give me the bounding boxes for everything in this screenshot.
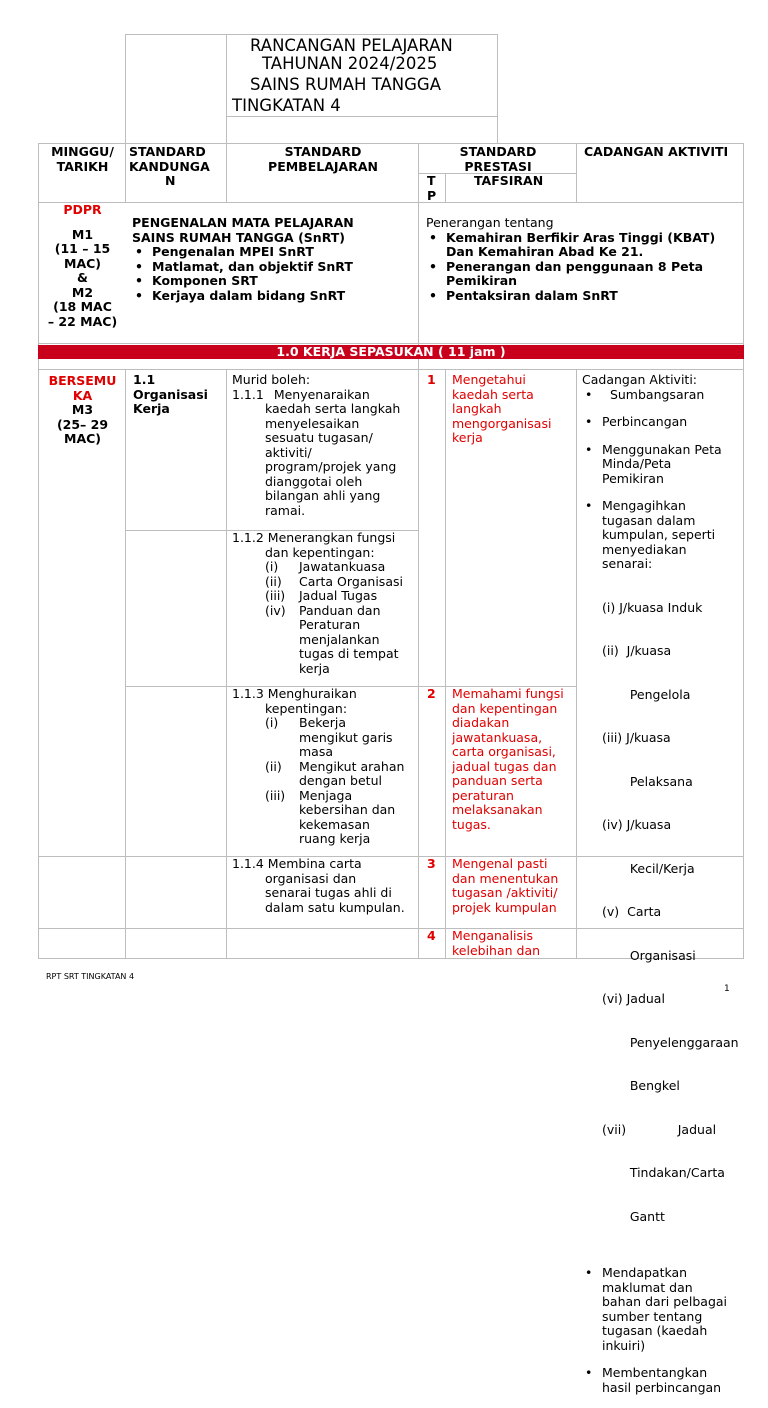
section-title: 1.0 KERJA SEPASUKAN ( 11 jam ) — [276, 344, 506, 359]
tp-text: Menganalisis — [452, 928, 534, 943]
intro-explanation — [426, 216, 742, 303]
sp-text: ramai. — [265, 502, 306, 518]
activity-text: Pemikiran — [602, 470, 664, 486]
list-item — [426, 289, 742, 304]
header-text: STANDARD — [129, 144, 206, 159]
col-header-pembelajaran — [228, 145, 418, 174]
sp-text: dan kepentingan: — [265, 544, 375, 560]
week-text: (25– 29 — [56, 416, 109, 432]
activity-text: • Mengagihkan — [602, 498, 686, 513]
sub-item: Pelaksana — [602, 773, 693, 789]
list-item — [582, 443, 742, 487]
activity-sublist — [582, 572, 742, 1254]
intro-heading: PENGENALAN MATA PELAJARAN — [132, 215, 354, 230]
activity-list — [582, 388, 742, 1396]
list-item: • Kerjaya dalam bidang SnRT — [132, 289, 416, 304]
rule — [418, 143, 419, 958]
week-text: – 22 MAC) — [47, 313, 118, 329]
item-text: mengikut garis — [299, 729, 393, 745]
item-number: (ii) — [265, 573, 282, 589]
sp-line — [232, 388, 416, 403]
col-header-tp — [427, 174, 436, 203]
sp-text: aktiviti/ — [265, 444, 312, 460]
unit-kandungan — [133, 373, 208, 417]
tp-text: melaksanakan — [452, 802, 543, 817]
tp-text: kerja — [452, 430, 483, 445]
tp-text: Mengetahui — [452, 372, 526, 387]
list-item — [265, 575, 416, 590]
tp-text: peraturan — [452, 787, 514, 803]
rule — [125, 34, 126, 143]
activity-suggestions — [582, 373, 742, 1408]
item-text: Mengikut arahan — [299, 758, 405, 774]
item-text: Jawatankuasa — [299, 559, 386, 574]
activity-text: tugasan (kaedah — [602, 1323, 708, 1338]
sp-text: kaedah serta langkah — [265, 401, 401, 416]
kandungan-line: 1.1 — [133, 372, 156, 387]
item-line: Pemikiran — [446, 273, 518, 288]
col-header-prestasi — [420, 145, 576, 174]
title-line: TINGKATAN 4 — [232, 96, 341, 115]
week-text: MAC) — [64, 255, 101, 271]
kandungan-line: Organisasi — [133, 386, 208, 402]
list-item — [582, 388, 742, 403]
tp-text: carta organisasi, — [452, 744, 556, 759]
sp-intro: Murid boleh: — [232, 372, 311, 387]
item-number: (iv) — [265, 602, 286, 618]
item-text: dengan betul — [299, 773, 382, 788]
item-text: kebersihan dan — [299, 802, 396, 817]
tp-description — [452, 373, 574, 446]
activity-text: Minda/Peta — [602, 456, 672, 471]
item-text: kerja — [299, 660, 330, 676]
activity-text: kumpulan, seperti — [602, 527, 716, 542]
list-item — [265, 716, 416, 760]
title-line: TAHUNAN 2024/2025 — [262, 54, 438, 73]
item-number: (i) — [265, 559, 279, 574]
list-item — [426, 260, 742, 289]
title-line: RANCANGAN PELAJARAN — [250, 36, 453, 55]
sp-text: 1.1.4 Membina carta — [232, 856, 362, 871]
tp-text: Memahami fungsi — [452, 686, 564, 701]
rule — [445, 173, 446, 203]
rule — [576, 143, 577, 203]
list-item — [265, 589, 416, 604]
sp-1-1-2 — [232, 531, 416, 676]
list-item: • Komponen SRT — [132, 274, 416, 289]
intro-topic — [132, 216, 416, 303]
sp-body — [232, 872, 416, 916]
activity-text: inkuiri) — [602, 1337, 646, 1353]
activity-text: hasil perbincangan — [602, 1379, 722, 1395]
rule — [226, 143, 227, 203]
header-text: N — [165, 173, 176, 188]
sp-text: program/projek yang — [265, 459, 397, 474]
list-item — [582, 415, 742, 430]
activity-text: sumber tentang — [602, 1308, 703, 1324]
activity-text: • Membentangkan — [602, 1365, 708, 1380]
item-line: • Penerangan dan penggunaan 8 Peta — [446, 258, 704, 274]
tp-text: dan kepentingan — [452, 700, 558, 716]
tp-text: langkah — [452, 401, 502, 416]
tp-level: 3 — [427, 856, 436, 871]
sp-text: sesuatu tugasan/ — [265, 430, 373, 445]
item-text: masa — [299, 744, 334, 759]
sp-body — [232, 402, 416, 518]
col-header-minggu — [40, 145, 125, 174]
rule — [125, 143, 126, 203]
list-item — [265, 604, 416, 677]
sub-item: Tindakan/Carta — [602, 1165, 725, 1180]
sub-item: (vi) Jadual — [602, 991, 665, 1006]
item-text: tugas di tempat — [299, 646, 399, 661]
sp-text: bilangan ahli yang — [265, 488, 381, 503]
pdpr-label: PDPR — [63, 202, 102, 217]
header-text: PRESTASI — [464, 158, 532, 174]
sp-1-1-1 — [232, 373, 416, 518]
tp-text: tugasan /aktiviti/ — [452, 885, 558, 900]
rule — [445, 369, 446, 958]
item-text: Jadual Tugas — [299, 588, 378, 603]
sub-item: Penyelenggaraan — [602, 1034, 739, 1050]
header-text: STANDARD — [284, 144, 362, 159]
item-text: kekemasan — [299, 816, 370, 832]
list-item: • Matlamat, dan objektif SnRT — [132, 260, 416, 275]
bersemuka-label: KA — [72, 387, 93, 403]
tp-text: jadual tugas dan — [452, 758, 557, 774]
rule — [38, 143, 39, 958]
sp-sublist — [232, 560, 416, 676]
activity-text: menyediakan — [602, 541, 687, 557]
week-text: (11 – 15 — [54, 241, 111, 256]
sp-text: dianggotai oleh — [265, 473, 363, 489]
item-line: • Kemahiran Berfikir Aras Tinggi (KBAT) — [446, 229, 716, 245]
item-text: ruang kerja — [299, 831, 371, 846]
item-line: Dan Kemahiran Abad Ke 21. — [446, 244, 644, 259]
tp-description — [452, 857, 574, 915]
activity-text: • Sumbangsaran — [602, 386, 705, 402]
item-number: (iii) — [265, 787, 286, 803]
sp-1-1-3 — [232, 687, 416, 847]
activity-text: maklumat dan — [602, 1279, 693, 1295]
item-text: Peraturan — [299, 617, 361, 632]
sub-item: Pengelola — [602, 686, 691, 702]
activity-heading: Cadangan Aktiviti: — [582, 372, 698, 387]
item-text: Menjaga — [299, 787, 353, 803]
sub-item: (v) Carta — [602, 904, 662, 919]
sub-item: Bengkel — [602, 1078, 680, 1093]
rule — [125, 369, 126, 958]
header-text: PEMBELAJARAN — [268, 158, 378, 174]
header-text: MINGGU/ — [51, 144, 114, 159]
header-text: P — [427, 187, 437, 203]
header-text: KANDUNGA — [129, 158, 210, 174]
sub-item: (ii) J/kuasa — [602, 643, 672, 658]
item-text: Bekerja — [299, 715, 347, 730]
page-number: 1 — [724, 984, 730, 994]
sub-item: (iii) J/kuasa — [602, 730, 671, 745]
sub-item: Gantt — [602, 1208, 665, 1224]
intro-right-heading: Penerangan tentang — [426, 215, 554, 230]
activity-text: • Mendapatkan — [602, 1265, 688, 1280]
sp-text: menyelesaikan — [265, 415, 360, 431]
list-item — [582, 1266, 742, 1353]
sp-text: senarai tugas ahli di — [265, 885, 392, 900]
sub-item: Organisasi — [602, 947, 696, 963]
item-text: Carta Organisasi — [299, 573, 403, 589]
sp-text: Menyenaraikan — [273, 386, 370, 402]
sub-item: Kecil/Kerja — [602, 860, 695, 876]
activity-text: senarai: — [602, 556, 653, 571]
rule — [226, 116, 498, 117]
tp-text: dan menentukan — [452, 870, 559, 886]
sub-item: (vii) Jadual — [602, 1121, 717, 1137]
list-item — [426, 231, 742, 260]
tp-level: 2 — [427, 686, 436, 701]
tp-text: kaedah serta — [452, 386, 534, 402]
title-line: SAINS RUMAH TANGGA — [250, 75, 441, 94]
unit-weeks — [40, 374, 125, 447]
item-number: (i) — [265, 715, 279, 730]
sp-text: 1.1.3 Menghuraikan — [232, 686, 357, 701]
col-header-tafsiran: TAFSIRAN — [474, 173, 544, 188]
header-text: STANDARD — [459, 144, 537, 159]
tp-text: tugas. — [452, 816, 491, 832]
sp-sublist — [232, 716, 416, 847]
list-item — [582, 499, 742, 1253]
header-text: T — [427, 173, 436, 188]
col-header-aktiviti: CADANGAN AKTIVITI — [584, 144, 729, 159]
tp-text: jawatankuasa, — [452, 729, 543, 745]
intro-weeks — [40, 203, 125, 329]
sp-text: kepentingan: — [265, 700, 348, 716]
tp-level: 4 — [427, 928, 436, 943]
tp-text: projek kumpulan — [452, 899, 557, 915]
item-number: (ii) — [265, 758, 282, 774]
bersemuka-label: BERSEMU — [48, 373, 117, 388]
tp-description — [452, 929, 574, 958]
sp-1-1-4 — [232, 857, 416, 915]
list-item — [582, 1366, 742, 1395]
activity-text: • Perbincangan — [602, 414, 688, 429]
kandungan-line: Kerja — [133, 401, 170, 416]
week-text: (18 MAC — [53, 299, 112, 314]
tp-level: 1 — [427, 372, 436, 387]
tp-text: diadakan — [452, 715, 510, 730]
week-text: M1 — [71, 226, 94, 242]
sp-text: dalam satu kumpulan. — [265, 899, 405, 915]
activity-text: tugasan dalam — [602, 512, 696, 528]
intro-bullet-list — [132, 245, 416, 303]
sp-text: organisasi dan — [265, 870, 357, 886]
activity-text: bahan dari pelbagai — [602, 1294, 728, 1309]
tp-text: Mengenal pasti — [452, 856, 548, 871]
sub-item: (iv) J/kuasa — [602, 817, 672, 832]
sub-item: (i) J/kuasa Induk — [602, 599, 703, 615]
item-number: (iii) — [265, 588, 286, 603]
tp-text: panduan serta — [452, 773, 543, 788]
item-text: menjalankan — [299, 631, 380, 647]
week-text: M3 — [71, 402, 94, 417]
activity-text: • Menggunakan Peta — [602, 441, 722, 457]
week-text: & — [77, 270, 88, 285]
tp-description — [452, 687, 574, 832]
rule — [576, 369, 577, 958]
header-text: TARIKH — [56, 158, 109, 174]
item-text: Panduan dan — [299, 602, 381, 618]
rule — [226, 34, 227, 143]
tp-text: mengorganisasi — [452, 415, 552, 431]
rule — [743, 143, 744, 958]
rule — [226, 369, 227, 958]
week-text: M2 — [71, 284, 94, 300]
week-text: MAC) — [64, 431, 101, 446]
rule — [497, 34, 498, 143]
col-header-kandungan — [129, 145, 225, 189]
list-item: • Pengenalan MPEI SnRT — [132, 245, 416, 260]
rule — [38, 202, 744, 203]
intro-heading: SAINS RUMAH TANGGA (SnRT) — [132, 229, 346, 245]
sp-text: 1.1.2 Menerangkan fungsi — [232, 530, 396, 545]
rule — [38, 369, 744, 370]
list-item — [265, 560, 416, 575]
section-bar — [38, 345, 744, 359]
tp-text: kelebihan dan — [452, 942, 541, 958]
sp-number: 1.1.1 — [232, 386, 264, 402]
rule — [125, 34, 498, 35]
list-item — [265, 760, 416, 789]
item-line: • Pentaksiran dalam SnRT — [446, 287, 618, 303]
intro-right-list — [426, 231, 742, 304]
list-item — [265, 789, 416, 847]
footer-label: RPT SRT TINGKATAN 4 — [46, 972, 135, 981]
